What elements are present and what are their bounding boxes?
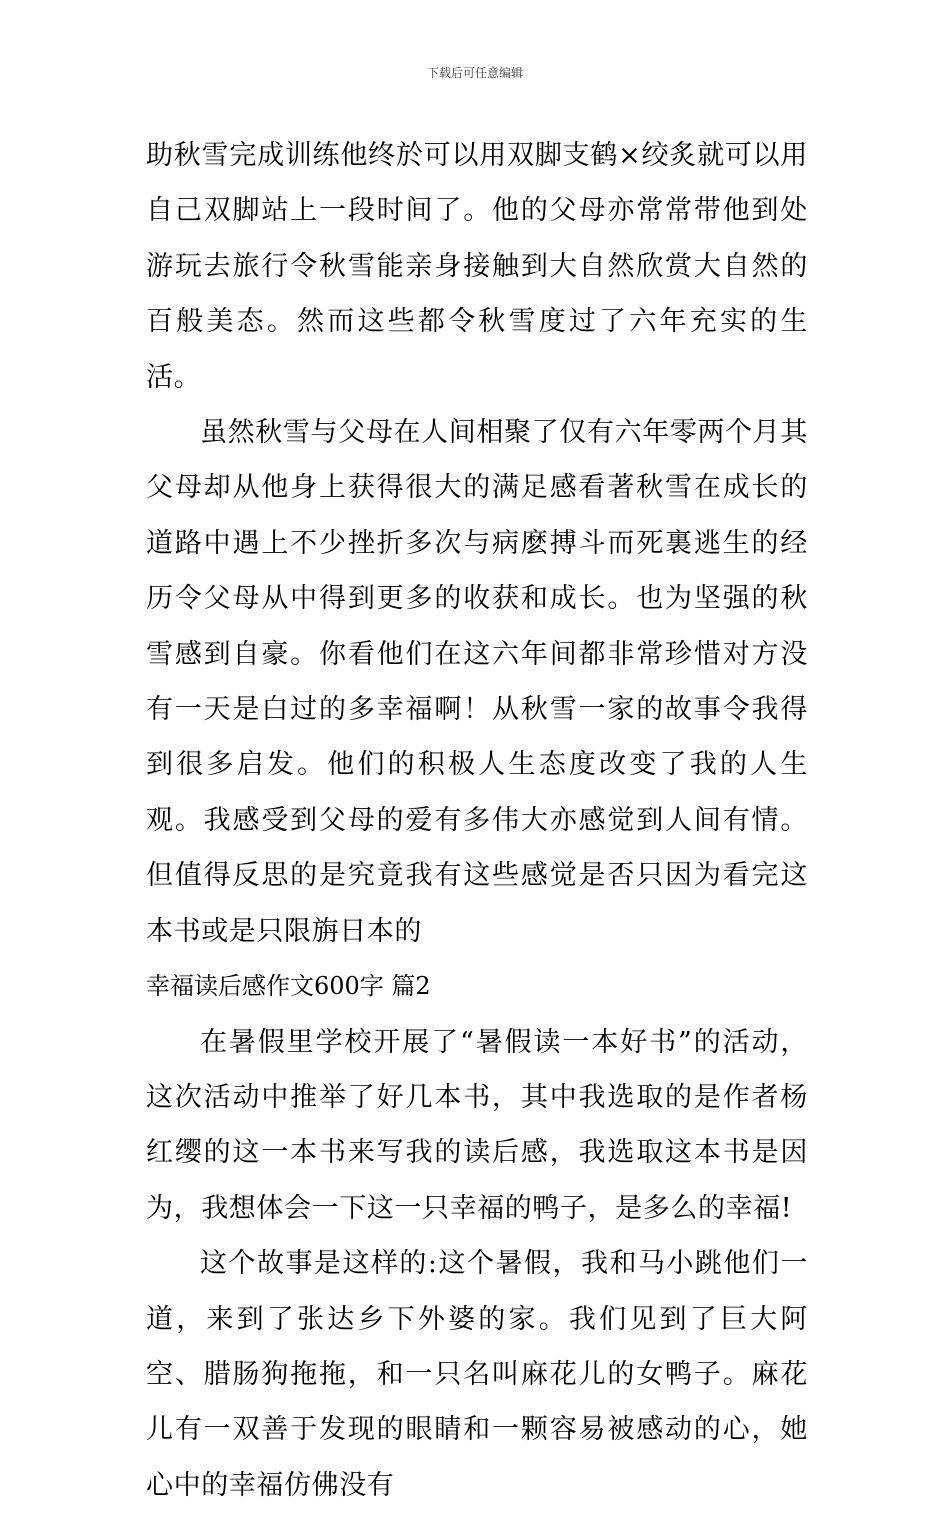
body-paragraph-continued: 助秋雪完成训练他终於可以用双脚支鹤×绞炙就可以用自己双脚站上一段时间了。他的父母亦常常带他到处游玩去旅行令秋雪能亲身接触到大自然欣赏大自然的百般美态。然而这些都令秋雪度过了六年充实的生活。 bbox=[146, 140, 808, 393]
document-body bbox=[146, 128, 808, 1513]
page-header-note: 下载后可任意编辑 bbox=[426, 66, 523, 80]
section-paragraph: 这个故事是这样的:这个暑假，我和马小跳他们一道，来到了张达乡下外婆的家。我们见到了巨大阿空、腊肠狗拖拖，和一只名叫麻花儿的女鸭子。麻花儿有一双善于发现的眼睛和一颗容易被感动的心，她心中的幸福仿佛没有 bbox=[146, 1248, 808, 1501]
body-paragraph: 虽然秋雪与父母在人间相聚了仅有六年零两个月其父母却从他身上获得很大的满足感看著秋雪在成长的道路中遇上不少挫折多次与病麽搏斗而死裏逃生的经历令父母从中得到更多的收获和成长。也为坚强的秋雪感到自豪。你看他们在这六年间都非常珍惜对方没有一天是白过的多幸福啊！从秋雪一家的故事令我得到很多启发。他们的积极人生态度改变了我的人生观。我感受到父母的爱有多伟大亦感觉到人间有情。但值得反思的是究竟我有这些感觉是否只因为看完这本书或是只限旃日本的 bbox=[146, 417, 808, 947]
section-paragraph: 在暑假里学校开展了“暑假读一本好书”的活动，这次活动中推举了好几本书，其中我选取的是作者杨红缨的这一本书来写我的读后感，我选取这本书是因为，我想体会一下这一只幸福的鸭子，是多么的幸福! bbox=[146, 1026, 808, 1224]
section-heading: 幸福读后感作文600字 篇2 bbox=[146, 972, 431, 1001]
